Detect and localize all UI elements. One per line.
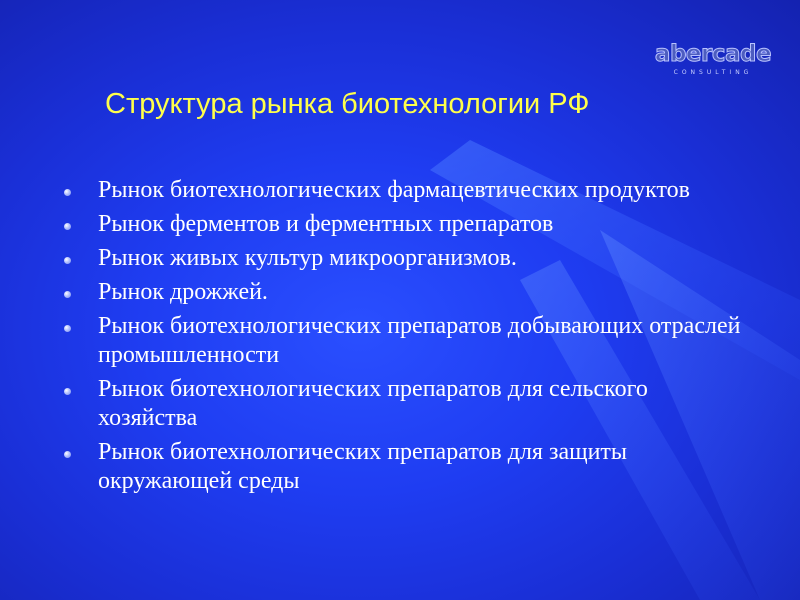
logo-subtitle: CONSULTING xyxy=(673,69,753,76)
list-item xyxy=(64,176,744,205)
list-item xyxy=(64,312,744,370)
bullet-icon xyxy=(64,291,71,298)
bullet-list xyxy=(64,176,744,501)
bullet-icon xyxy=(64,451,71,458)
bullet-icon xyxy=(64,388,71,395)
list-item-text: Рынок биотехнологических препаратов для защиты окружающей среды xyxy=(98,439,628,494)
bullet-icon xyxy=(64,325,71,332)
list-item xyxy=(64,278,744,307)
company-logo xyxy=(648,22,778,84)
list-item xyxy=(64,375,744,433)
bullet-icon xyxy=(64,189,71,196)
list-item-text: Рынок биотехнологических препаратов добывающих отраслей промышленности xyxy=(98,313,741,368)
list-item xyxy=(64,244,744,273)
list-item-text: Рынок живых культур микроорганизмов. xyxy=(98,245,517,271)
bullet-icon xyxy=(64,223,71,230)
slide-title: Структура рынка биотехнологии РФ xyxy=(105,88,590,120)
list-item-text: Рынок биотехнологических препаратов для сельского хозяйства xyxy=(98,376,648,431)
list-item-text: Рынок дрожжей. xyxy=(98,279,268,305)
logo-wordmark: abercade xyxy=(654,41,772,67)
list-item-text: Рынок биотехнологических фармацевтических продуктов xyxy=(98,177,690,203)
list-item xyxy=(64,210,744,239)
bullet-icon xyxy=(64,257,71,264)
list-item xyxy=(64,438,744,496)
list-item-text: Рынок ферментов и ферментных препаратов xyxy=(98,211,554,237)
